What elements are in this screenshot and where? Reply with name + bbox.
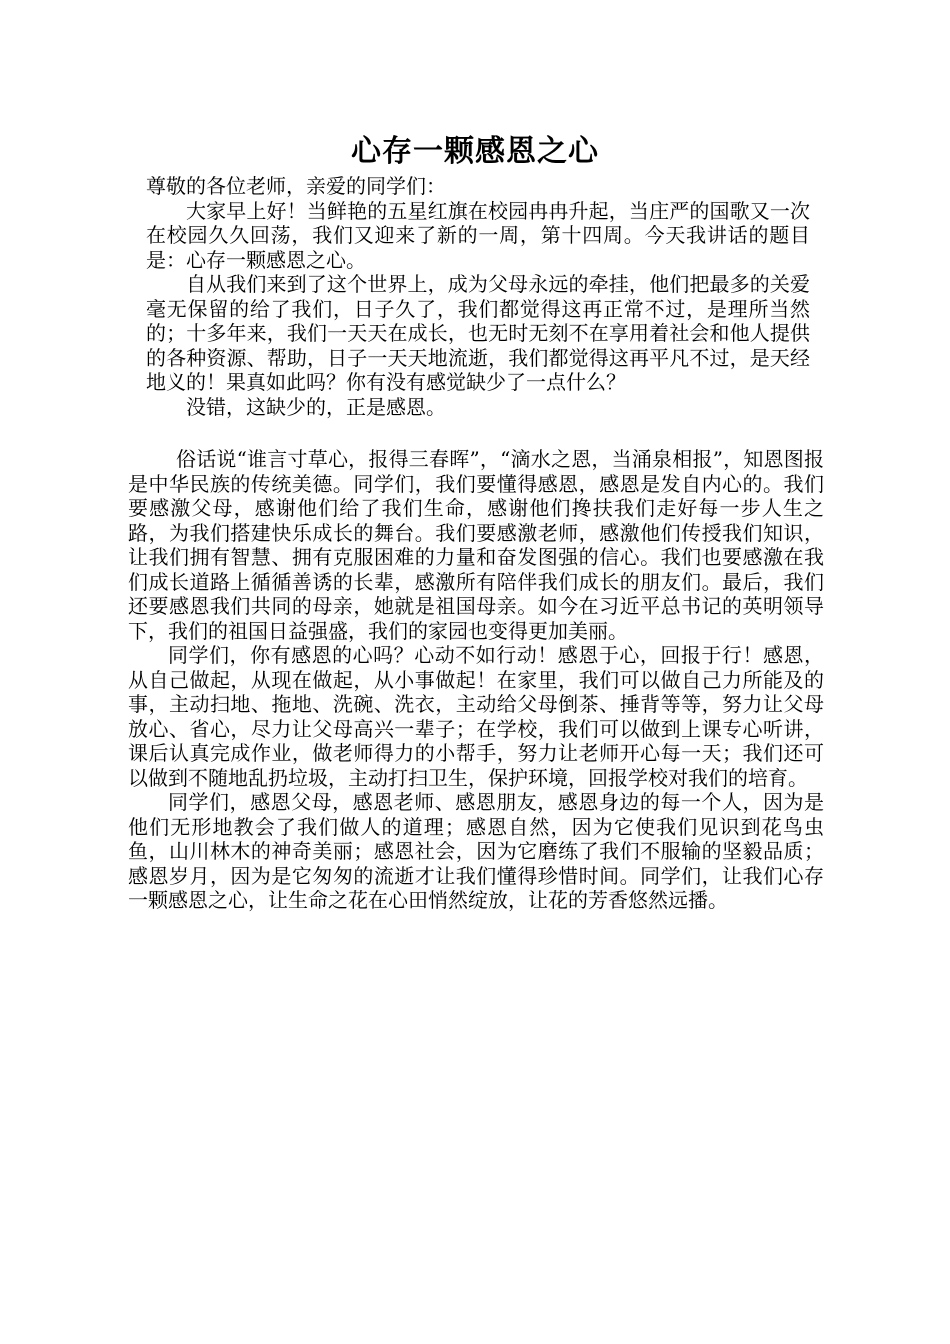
main-section (128, 447, 824, 913)
paragraph-action: 同学们，你有感恩的心吗？心动不如行动！感恩于心，回报于行！感恩，从自己做起，从现在做起，从小事做起！在家里，我们可以做自己力所能及的事，主动扫地、拖地、洗碗、洗衣，主动给父母倒茶、捶背等等，努力让父母放心、省心，尽力让父母高兴一辈子；在学校，我们可以做到上课专心听讲，课后认真完成作业，做老师得力的小帮手，努力让老师开心每一天；我们还可以做到不随地乱扔垃圾，主动打扫卫生，保护环境，回报学校对我们的培育。 (128, 643, 824, 790)
paragraph-growth: 自从我们来到了这个世界上，成为父母永远的牵挂，他们把最多的关爱毫无保留的给了我们，日子久了，我们都觉得这再正常不过，是理所当然的；十多年来，我们一天天在成长，也无时无刻不在享用着社会和他人提供的各种资源、帮助，日子一天天地流逝，我们都觉得这再平凡不过，是天经地义的！果真如此吗？你有没有感觉缺少了一点什么？ (146, 272, 810, 394)
opening-section (146, 174, 810, 419)
document-title: 心存一颗感恩之心 (351, 134, 599, 169)
paragraph-intro: 大家早上好！当鲜艳的五星红旗在校园冉冉升起，当庄严的国歌又一次在校园久久回荡，我们又迎来了新的一周，第十四周。今天我讲话的题目是：心存一颗感恩之心。 (146, 198, 810, 272)
paragraph-proverb: 俗话说“谁言寸草心，报得三春晖”，“滴水之恩，当涌泉相报”，知恩图报是中华民族的传统美德。同学们，我们要懂得感恩，感恩是发自内心的。我们要感激父母，感谢他们给了我们生命，感谢他们搀扶我们走好每一步人生之路，为我们搭建快乐成长的舞台。我们要感激老师，感激他们传授我们知识，让我们拥有智慧、拥有克服困难的力量和奋发图强的信心。我们也要感激在我们成长道路上循循善诱的长辈，感激所有陪伴我们成长的朋友们。最后，我们还要感恩我们共同的母亲，她就是祖国母亲。如今在习近平总书记的英明领导下，我们的祖国日益强盛，我们的家园也变得更加美丽。 (128, 447, 824, 643)
greeting-line: 尊敬的各位老师，亲爱的同学们： (146, 174, 446, 198)
paragraph-closing: 同学们，感恩父母，感恩老师、感恩朋友，感恩身边的每一个人，因为是他们无形地教会了我们做人的道理；感恩自然，因为它使我们见识到花鸟虫鱼，山川林木的神奇美丽；感恩社会，因为它磨练了我们不服输的坚毅品质；感恩岁月，因为是它匆匆的流逝才让我们懂得珍惜时间。同学们，让我们心存一颗感恩之心，让生命之花在心田悄然绽放，让花的芳香悠然远播。 (128, 790, 824, 912)
paragraph-missing: 没错，这缺少的，正是感恩。 (186, 394, 446, 419)
